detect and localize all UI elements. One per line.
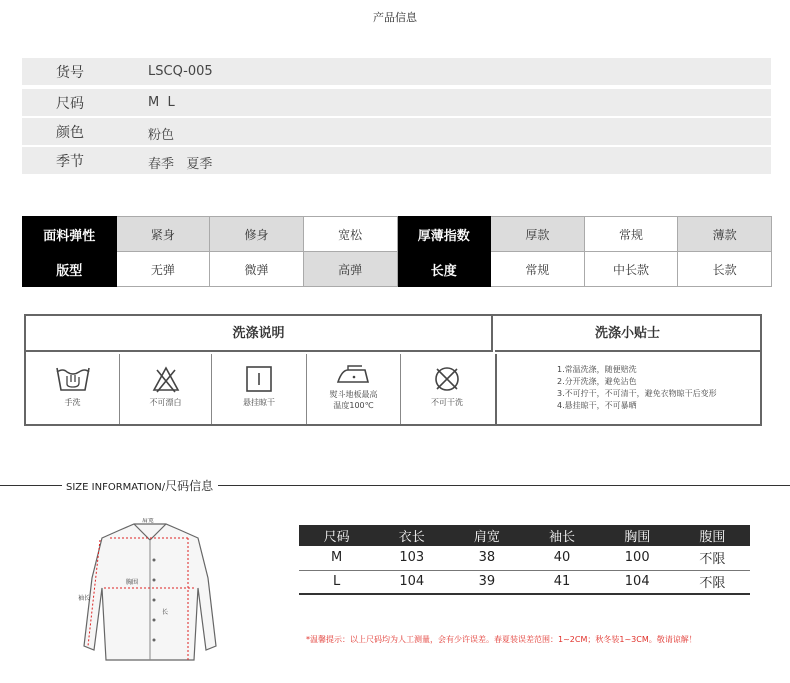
- info-value: M L: [148, 95, 175, 110]
- label-sleeve: 袖长: [78, 595, 91, 602]
- table-cell: 100: [600, 546, 675, 570]
- wash-item-hang-dry: [212, 354, 307, 424]
- attr-header-length: 长度: [397, 252, 491, 287]
- hand-wash-icon: [53, 364, 93, 394]
- table-cell: 41: [524, 570, 599, 594]
- attr-header-fit: 版型: [23, 252, 117, 287]
- table-cell: M: [299, 546, 374, 570]
- size-title-en: SIZE INFORMATION/: [66, 482, 166, 493]
- col-header: 腹围: [675, 525, 750, 546]
- info-row-color: [22, 118, 771, 145]
- attr-cell: 长款: [678, 252, 772, 287]
- table-row: [299, 546, 750, 570]
- wash-title: 洗涤说明: [26, 316, 493, 352]
- info-row-size: [22, 89, 771, 116]
- info-row-item-number: [22, 58, 771, 85]
- no-bleach-icon: [148, 364, 184, 394]
- page-title: 产品信息: [373, 11, 417, 24]
- attr-cell: 常规: [584, 217, 678, 252]
- attr-cell: 厚款: [491, 217, 585, 252]
- wash-item-no-bleach: [120, 354, 212, 424]
- wash-item-hand-wash: [26, 354, 120, 424]
- label-length: 长: [162, 609, 169, 616]
- col-header: 尺码: [299, 525, 374, 546]
- col-header: 袖长: [524, 525, 599, 546]
- label-shoulder: 肩宽: [142, 518, 155, 524]
- iron-icon: [334, 362, 374, 388]
- wash-item-no-dry-clean: [401, 354, 493, 424]
- attr-cell: 常规: [491, 252, 585, 287]
- info-label: 货号: [56, 65, 84, 81]
- size-note: *温馨提示：以上尺码均为人工测量，会有少许误差。春夏装误差范围：1~2CM；秋冬装1~3CM。敬请谅解！: [306, 635, 697, 644]
- wash-tips-title: 洗涤小贴士: [495, 316, 760, 352]
- table-cell: 不限: [675, 546, 750, 570]
- attr-cell: 微弹: [210, 252, 304, 287]
- wash-caption: 悬挂晾干: [243, 398, 275, 407]
- attr-cell: 紧身: [116, 217, 210, 252]
- attr-header-thickness: 厚薄指数: [397, 217, 491, 252]
- divider: [0, 485, 62, 486]
- wash-tip: 4.悬挂晾干，不可暴晒: [557, 401, 637, 410]
- col-header: 衣长: [374, 525, 449, 546]
- attr-cell: 宽松: [303, 217, 397, 252]
- wash-tips: [495, 354, 760, 424]
- wash-tip: 3.不可拧干，不可清干，避免衣物晾干后变形: [557, 389, 717, 398]
- table-cell: 40: [524, 546, 599, 570]
- attr-cell: 修身: [210, 217, 304, 252]
- attr-cell: 高弹: [303, 252, 397, 287]
- table-cell: 104: [374, 570, 449, 594]
- shirt-measurement-diagram: [70, 518, 230, 666]
- info-label: 季节: [56, 154, 84, 170]
- table-cell: L: [299, 570, 374, 594]
- size-table: [299, 525, 750, 595]
- size-title-cn: 尺码信息: [165, 479, 214, 493]
- wash-caption: 手洗: [64, 398, 81, 407]
- attr-cell: 薄款: [678, 217, 772, 252]
- table-row: [299, 570, 750, 594]
- info-label: 尺码: [56, 96, 84, 112]
- size-table-header: [299, 525, 750, 546]
- table-cell: 38: [449, 546, 524, 570]
- hang-dry-icon: [241, 364, 277, 394]
- info-value: 粉色: [148, 128, 175, 143]
- attr-cell: 中长款: [584, 252, 678, 287]
- wash-caption: 温度100℃: [333, 401, 374, 410]
- info-value: 春季 夏季: [148, 157, 213, 172]
- info-label: 颜色: [56, 125, 84, 141]
- wash-instructions-table: [24, 314, 762, 426]
- info-row-season: [22, 147, 771, 174]
- wash-item-iron: [307, 354, 401, 424]
- table-cell: 104: [600, 570, 675, 594]
- attr-header-fabric-elasticity: 面料弹性: [23, 217, 117, 252]
- table-cell: 不限: [675, 570, 750, 594]
- wash-caption: 不可干洗: [431, 398, 463, 407]
- no-dry-clean-icon: [430, 364, 464, 394]
- col-header: 胸围: [600, 525, 675, 546]
- wash-caption: 熨斗地板最高: [329, 390, 378, 399]
- table-cell: 103: [374, 546, 449, 570]
- info-value: LSCQ-005: [148, 64, 213, 79]
- table-cell: 39: [449, 570, 524, 594]
- label-chest: 胸围: [126, 579, 139, 586]
- wash-tip: 1.常温洗涤，随便赔洗: [557, 365, 637, 374]
- col-header: 肩宽: [449, 525, 524, 546]
- size-section-title: [66, 477, 213, 494]
- wash-tip: 2.分开洗涤，避免沾色: [557, 377, 637, 386]
- attr-cell: 无弹: [116, 252, 210, 287]
- attribute-grid: [22, 216, 772, 287]
- divider: [218, 485, 790, 486]
- wash-caption: 不可漂白: [149, 398, 182, 407]
